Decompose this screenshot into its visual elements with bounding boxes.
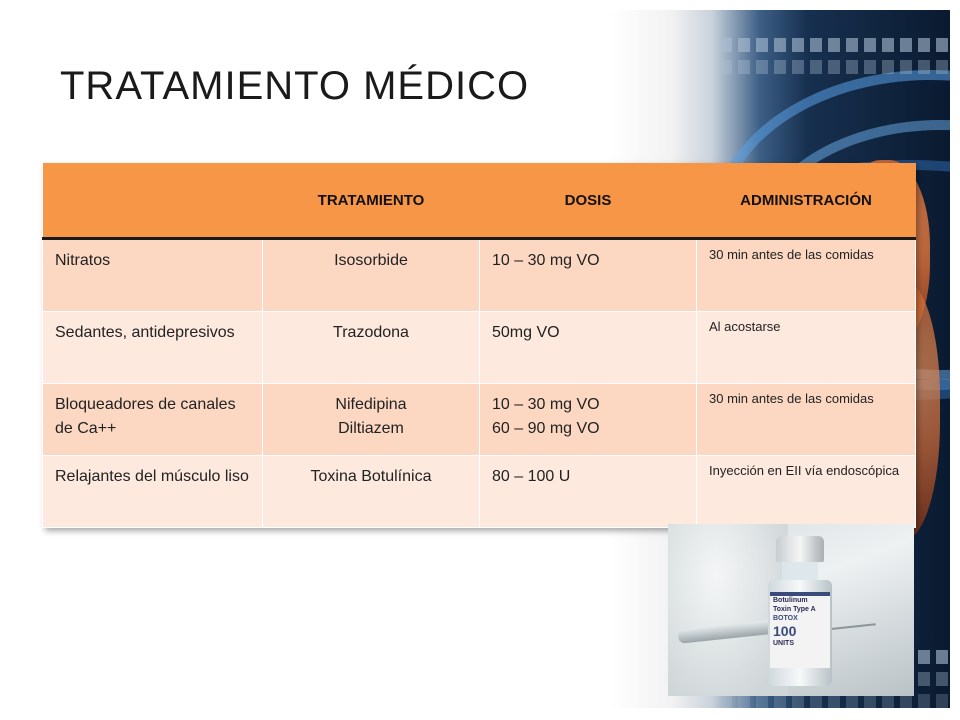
vial-label-text: UNITS [773,640,794,647]
botox-vial-photo [668,524,914,696]
treatment-table [42,163,915,528]
vial-label-text: 100 [773,623,797,639]
administration-text: Inyección en EII vía endoscópica [709,463,900,478]
vial-label-text: Botulinum [773,597,808,604]
dose-text: 50mg VO [492,324,560,341]
administration-cell [697,456,916,528]
treatment-cell [263,239,480,312]
table-row [43,239,916,312]
group-text: Bloqueadores de canales de Ca++ [55,396,236,437]
administration-text: 30 min antes de las comidas [709,391,874,406]
table-header-row [43,163,916,239]
slide-title: TRATAMIENTO MÉDICO [60,64,530,108]
treatment-text: Isosorbide [334,252,408,269]
dose-text: 80 – 100 U [492,468,571,485]
dose-cell [480,239,697,312]
header-empty [43,163,263,239]
header-dose: DOSIS [480,163,697,239]
dose-cell [480,456,697,528]
treatment-cell [263,312,480,384]
vial-label [770,592,830,668]
treatment-text: Trazodona [333,324,409,341]
dose-text: 10 – 30 mg VO [492,252,600,269]
administration-cell [697,312,916,384]
group-text: Sedantes, antidepresivos [55,324,235,341]
group-cell [43,312,263,384]
treatment-cell [263,456,480,528]
table-row [43,312,916,384]
group-cell [43,239,263,312]
dose-cell [480,312,697,384]
treatment-text: Diltiazem [338,420,404,437]
header-treatment: TRATAMIENTO [263,163,480,239]
administration-cell [697,239,916,312]
administration-text: Al acostarse [709,319,781,334]
vial-label-text: BOTOX [773,615,798,622]
dose-cell [480,384,697,456]
group-text: Nitratos [55,252,111,269]
vial-cap [776,536,824,562]
treatment-text: Toxina Botulínica [310,468,432,485]
group-text: Relajantes del músculo liso [55,468,249,485]
treatment-text: Nifedipina [335,396,407,413]
dose-text: 10 – 30 mg VO [492,396,600,413]
dose-text: 60 – 90 mg VO [492,420,600,437]
vial-label-text: Toxin Type A [773,606,816,613]
administration-text: 30 min antes de las comidas [709,247,874,262]
treatment-cell [263,384,480,456]
table-row [43,384,916,456]
group-cell [43,384,263,456]
group-cell [43,456,263,528]
table-row [43,456,916,528]
administration-cell [697,384,916,456]
header-administration: ADMINISTRACIÓN [697,163,916,239]
vial-image [764,536,836,686]
